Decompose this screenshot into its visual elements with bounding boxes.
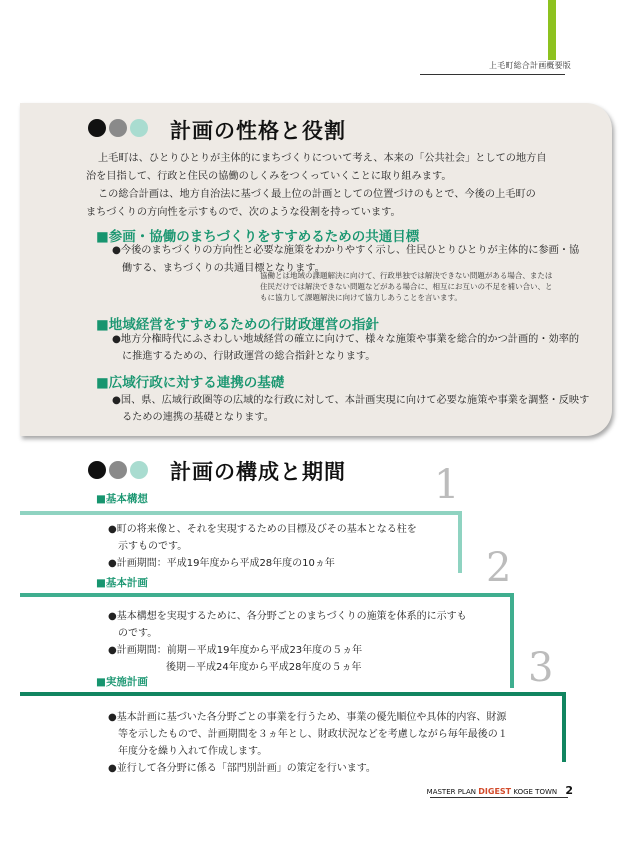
step2-line-1: ●基本構想を実現するために、各分野ごとのまちづくりの施策を体系的に示すも (108, 611, 467, 622)
step2-number: 2 (486, 545, 512, 591)
gray-dot-icon (109, 461, 127, 479)
step3-line-1: ●基本計画に基づいた各分野ごとの事業を行うため、事業の優先順位や具体的内容、財源 (108, 712, 507, 723)
step3-line-4: ●並行して各分野に係る「部門別計画」の策定を行います。 (108, 763, 376, 774)
mint-dot-icon (130, 119, 148, 137)
black-dot-icon (88, 461, 106, 479)
step1-line-1: ●町の将来像と、それを実現するための目標及びその基本となる柱を (108, 524, 417, 535)
step1-label: ■基本構想 (96, 493, 148, 505)
footer-divider (430, 797, 568, 798)
role3-line-1: ●国、県、広域行政圏等の広域的な行政に対して、本計画実現に向けて必要な施策や事業を調整・反映す (112, 395, 590, 406)
step1-side-line (458, 511, 462, 573)
role2-line-1: ●地方分権時代にふさわしい地域経営の確立に向けて、様々な施策や事業を総合的かつ計画的・効率的 (112, 334, 580, 345)
step2-line-2: のです。 (118, 628, 158, 639)
role1-note-line-3: もに協力して課題解決に向けて協力しあうことを言います。 (260, 293, 462, 302)
intro-line-4: まちづくりの方向性を示すもので、次のような役割を持っています。 (86, 207, 401, 218)
section2-dots (88, 461, 148, 479)
role1-line-2: 働する、まちづくりの共通目標となります。 (122, 263, 325, 274)
header-divider (420, 74, 565, 75)
role3-heading: ■広域行政に対する連携の基礎 (96, 375, 285, 391)
footer-digest: DIGEST (478, 787, 512, 796)
role1-line-1: ●今後のまちづくりの方向性と必要な施策をわかりやすく示し、住民ひとりひとりが主体的に参画・協 (112, 245, 580, 256)
role1-heading: ■参画・協働のまちづくりをすすめるための共通目標 (96, 229, 420, 245)
section2-title: 計画の構成と期間 (170, 460, 346, 484)
step2-side-line (510, 593, 514, 688)
role2-line-2: に推進するための、行財政運営の総合指針となります。 (122, 351, 376, 362)
step3-line-2: 等を示したもので、計画期間を３ヵ年とし、財政状況などを考慮しながら毎年最後の１ (118, 729, 508, 740)
intro-line-2: 治を目指して、行政と住民の協働のしくみをつくっていくことに取り組みます。 (86, 171, 452, 182)
role2-heading: ■地域経営をすすめるための行財政運営の指針 (96, 317, 379, 333)
footer-town: KOGE TOWN (513, 788, 558, 796)
step2-line-3: ●計画期間：前期－平成19年度から平成23年度の５ヵ年 (108, 645, 363, 656)
step3-label: ■実施計画 (96, 676, 148, 688)
step1-line-3: ●計画期間：平成19年度から平成28年度の10ヵ年 (108, 558, 335, 569)
step3-line-3: 年度分を繰り入れて作成します。 (118, 746, 268, 757)
step1-number: 1 (434, 462, 460, 508)
section1-dots (88, 119, 148, 137)
header-doc-label: 上毛町総合計画概要版 (489, 61, 571, 70)
mint-dot-icon (130, 461, 148, 479)
step3-top-line (20, 692, 566, 696)
role3-line-2: るための連携の基礎となります。 (122, 412, 274, 423)
intro-line-3: この総合計画は、地方自治法に基づく最上位の計画としての位置づけのもとで、今後の上毛町の (98, 189, 536, 200)
gray-dot-icon (109, 119, 127, 137)
step1-line-2: 示すものです。 (118, 541, 188, 552)
role1-note-line-1: 協働とは地域の課題解決に向けて、行政単独では解決できない問題がある場合、または (260, 271, 553, 280)
footer (427, 784, 573, 797)
header-accent-bar (548, 0, 556, 60)
step3-number: 3 (528, 645, 554, 691)
step2-top-line (20, 593, 514, 597)
page-number: 2 (565, 784, 573, 797)
footer-master-plan: MASTER PLAN (426, 788, 477, 796)
intro-line-1: 上毛町は、ひとりひとりが主体的にまちづくりについて考え、本来の「公共社会」としての地方自 (98, 153, 547, 164)
step2-line-4: 後期－平成24年度から平成28年度の５ヵ年 (166, 662, 362, 673)
section1-title: 計画の性格と役割 (170, 119, 346, 143)
black-dot-icon (88, 119, 106, 137)
step1-top-line (20, 511, 462, 515)
step2-label: ■基本計画 (96, 577, 148, 589)
role1-note-line-2: 住民だけでは解決できない問題などがある場合に、相互にお互いの不足を補い合い、と (260, 282, 553, 291)
step3-side-line (562, 692, 566, 762)
